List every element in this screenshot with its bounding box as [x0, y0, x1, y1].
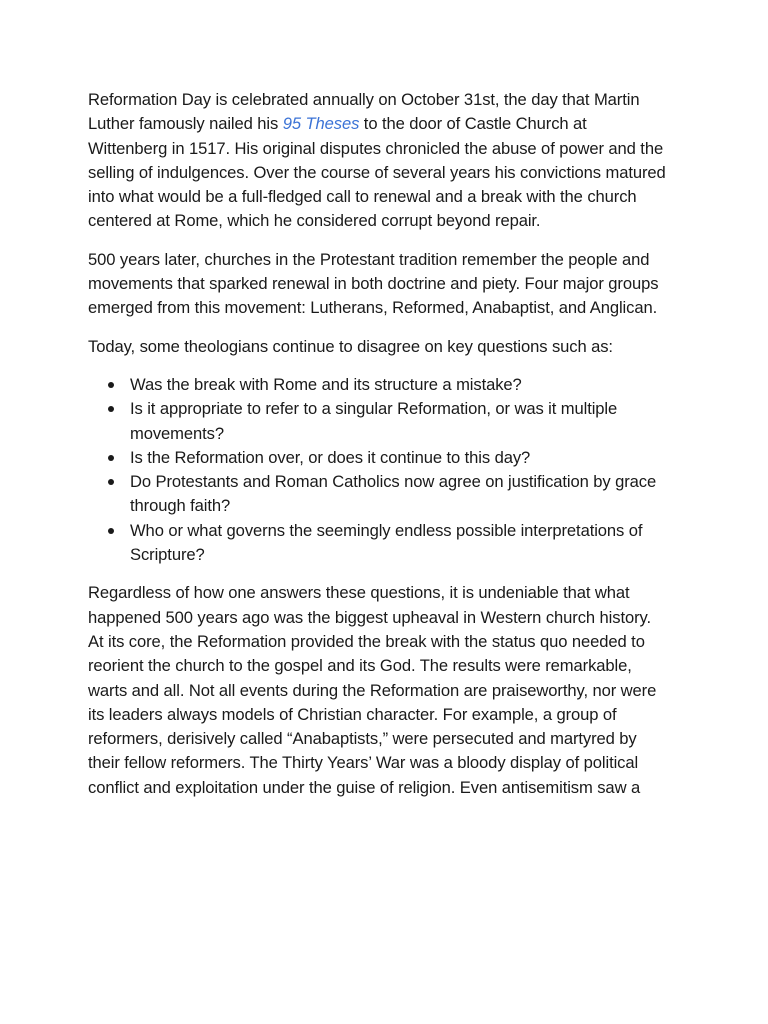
document-body — [88, 88, 668, 814]
bullet-icon — [108, 528, 114, 534]
paragraph-500-years: 500 years later, churches in the Protestant tradition remember the people and movements that sparked renewal in both doctrine and piety. Four major groups emerged from this movement: Lutherans, Reformed, Anabaptist, and Anglican. — [88, 249, 659, 318]
bullet-icon — [108, 455, 114, 461]
paragraph-questions-intro: Today, some theologians continue to disagree on key questions such as: — [88, 336, 613, 356]
list-item-text: Who or what governs the seemingly endless possible interpretations of Scripture? — [130, 520, 643, 565]
95-theses-link[interactable]: 95 Theses — [282, 114, 360, 134]
list-item-text: Is it appropriate to refer to a singular Reformation, or was it multiple movements? — [130, 399, 618, 443]
list-item-text: Is the Reformation over, or does it continue to this day? — [130, 447, 531, 467]
paragraph-intro-after: to the door of Castle Church at Wittenberg in 1517. His original disputes chronicled the abuse of power and the selling of indulgences. Over the course of several years his convictions matured into what would be a full-fledged call to renewal and a break with the church centered at Rome, which he considered corrupt beyond repair. — [88, 114, 666, 231]
list-item — [130, 397, 668, 446]
paragraph-intro — [88, 88, 668, 234]
bullet-icon — [108, 479, 114, 485]
list-item — [130, 470, 668, 519]
list-item — [130, 373, 668, 397]
list-item-text: Do Protestants and Roman Catholics now agree on justification by grace through faith? — [130, 472, 657, 516]
bullet-icon — [108, 382, 114, 388]
questions-list — [88, 373, 668, 567]
paragraph-upheaval: Regardless of how one answers these questions, it is undeniable that what happened 500 years ago was the biggest upheaval in Western church history. At its core, the Reformation provided the break with the status quo needed to reorient the church to the gospel and its God. The results were remarkable, warts and all. Not all events during the Reformation are praiseworthy, nor were its leaders always models of Christian character. For example, a group of reformers, derisively called “Anabaptists,” were persecuted and martyred by their fellow reformers. The Thirty Years’ War was a bloody display of political conflict and exploitation under the guise of religion. Even antisemitism saw a — [88, 583, 657, 797]
list-item-text: Was the break with Rome and its structure a mistake? — [130, 374, 522, 394]
list-item — [130, 446, 668, 470]
list-item — [130, 519, 668, 568]
bullet-icon — [108, 406, 114, 412]
paragraph-intro-before: Reformation Day is celebrated annually on October 31st, the day that Martin Luther famously nailed his — [88, 90, 640, 134]
